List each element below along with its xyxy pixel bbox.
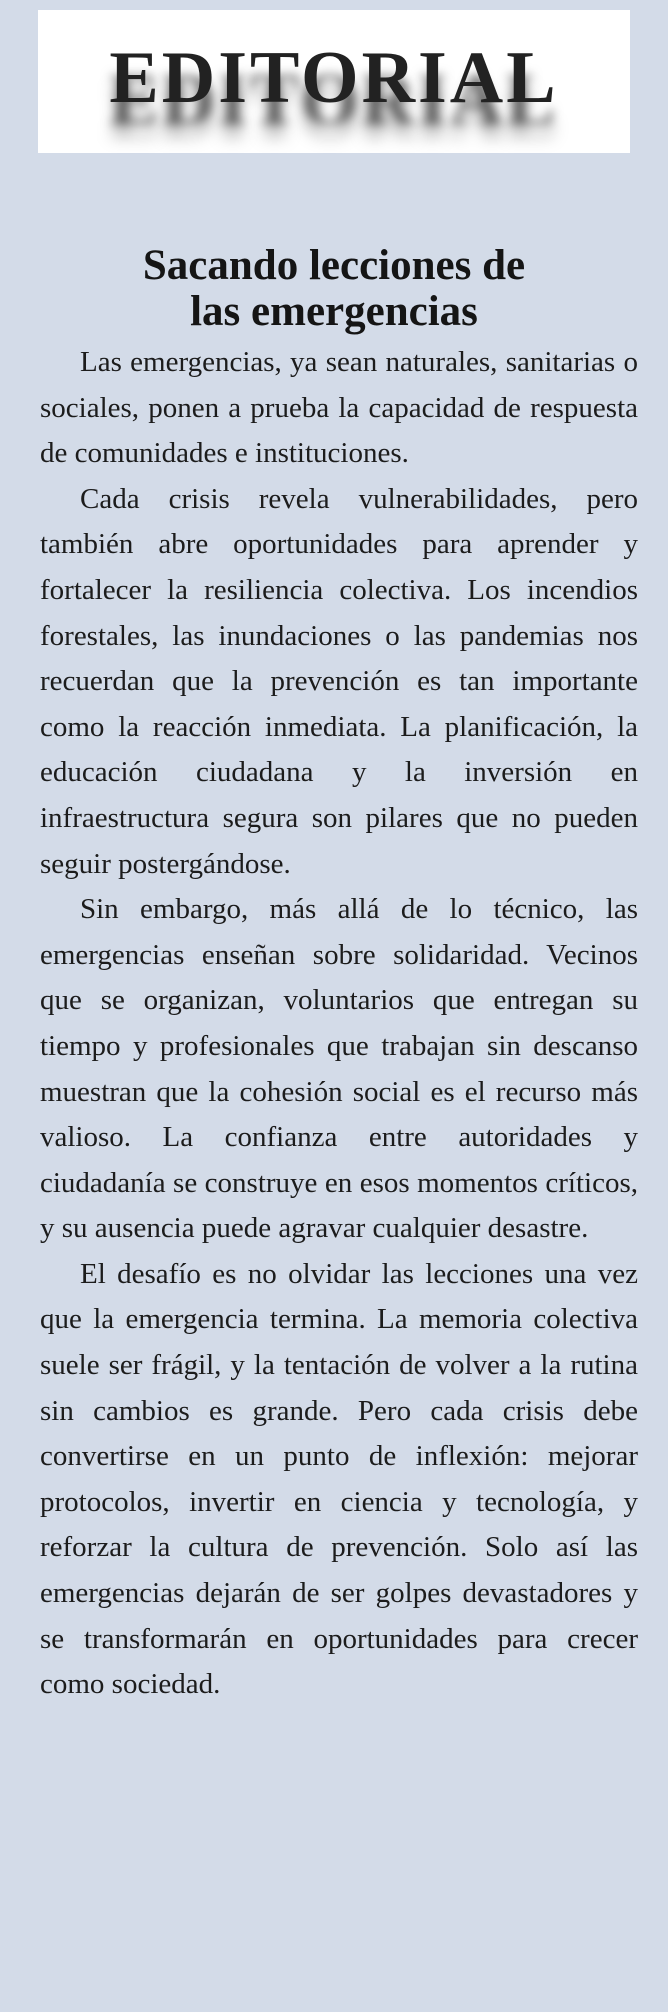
paragraph-2: Cada crisis revela vulnerabilidades, pero también abre oportunidades para aprender y fortalecer la resiliencia colectiva. Los incendios forestales, las inundaciones o las pandemias nos recuerdan que la prevención es tan importante como la reacción inmediata. La planificación, la educación ciudadana y la inversión en infraestructura segura son pilares que no pueden seguir postergándose. — [40, 482, 638, 880]
section-label: EDITORIAL — [109, 37, 559, 119]
headline-line-2: las emergencias — [190, 288, 478, 335]
paragraph-3: Sin embargo, más allá de lo técnico, las emergencias enseñan sobre solidaridad. Vecinos que se organizan, voluntarios que entregan su tiempo y profesionales que trabajan sin descanso muestran que la cohesión social es el recurso más valioso. La confianza entre autoridades y ciudadanía se construye en esos momentos críticos, y su ausencia puede agravar cualquier desastre. — [40, 893, 638, 1245]
headline-line-1: Sacando lecciones de — [142, 242, 526, 289]
paragraph-1: Las emergencias, ya sean naturales, sanitarias o sociales, ponen a prueba la capacidad de respuesta de comunidades e instituciones. — [40, 346, 638, 470]
article-headline — [30, 243, 638, 335]
section-masthead — [38, 10, 630, 153]
article-body — [40, 340, 638, 1708]
paragraph-4: El desafío es no olvidar las lecciones una vez que la emergencia termina. La memoria colectiva suele ser frágil, y la tentación de volver a la rutina sin cambios es grande. Pero cada crisis debe convertirse en un punto de inflexión: mejorar protocolos, invertir en ciencia y tecnología, y reforzar la cultura de prevención. Solo así las emergencias dejarán de ser golpes devastadores y se transformarán en oportunidades para crecer como sociedad. — [40, 1257, 638, 1701]
